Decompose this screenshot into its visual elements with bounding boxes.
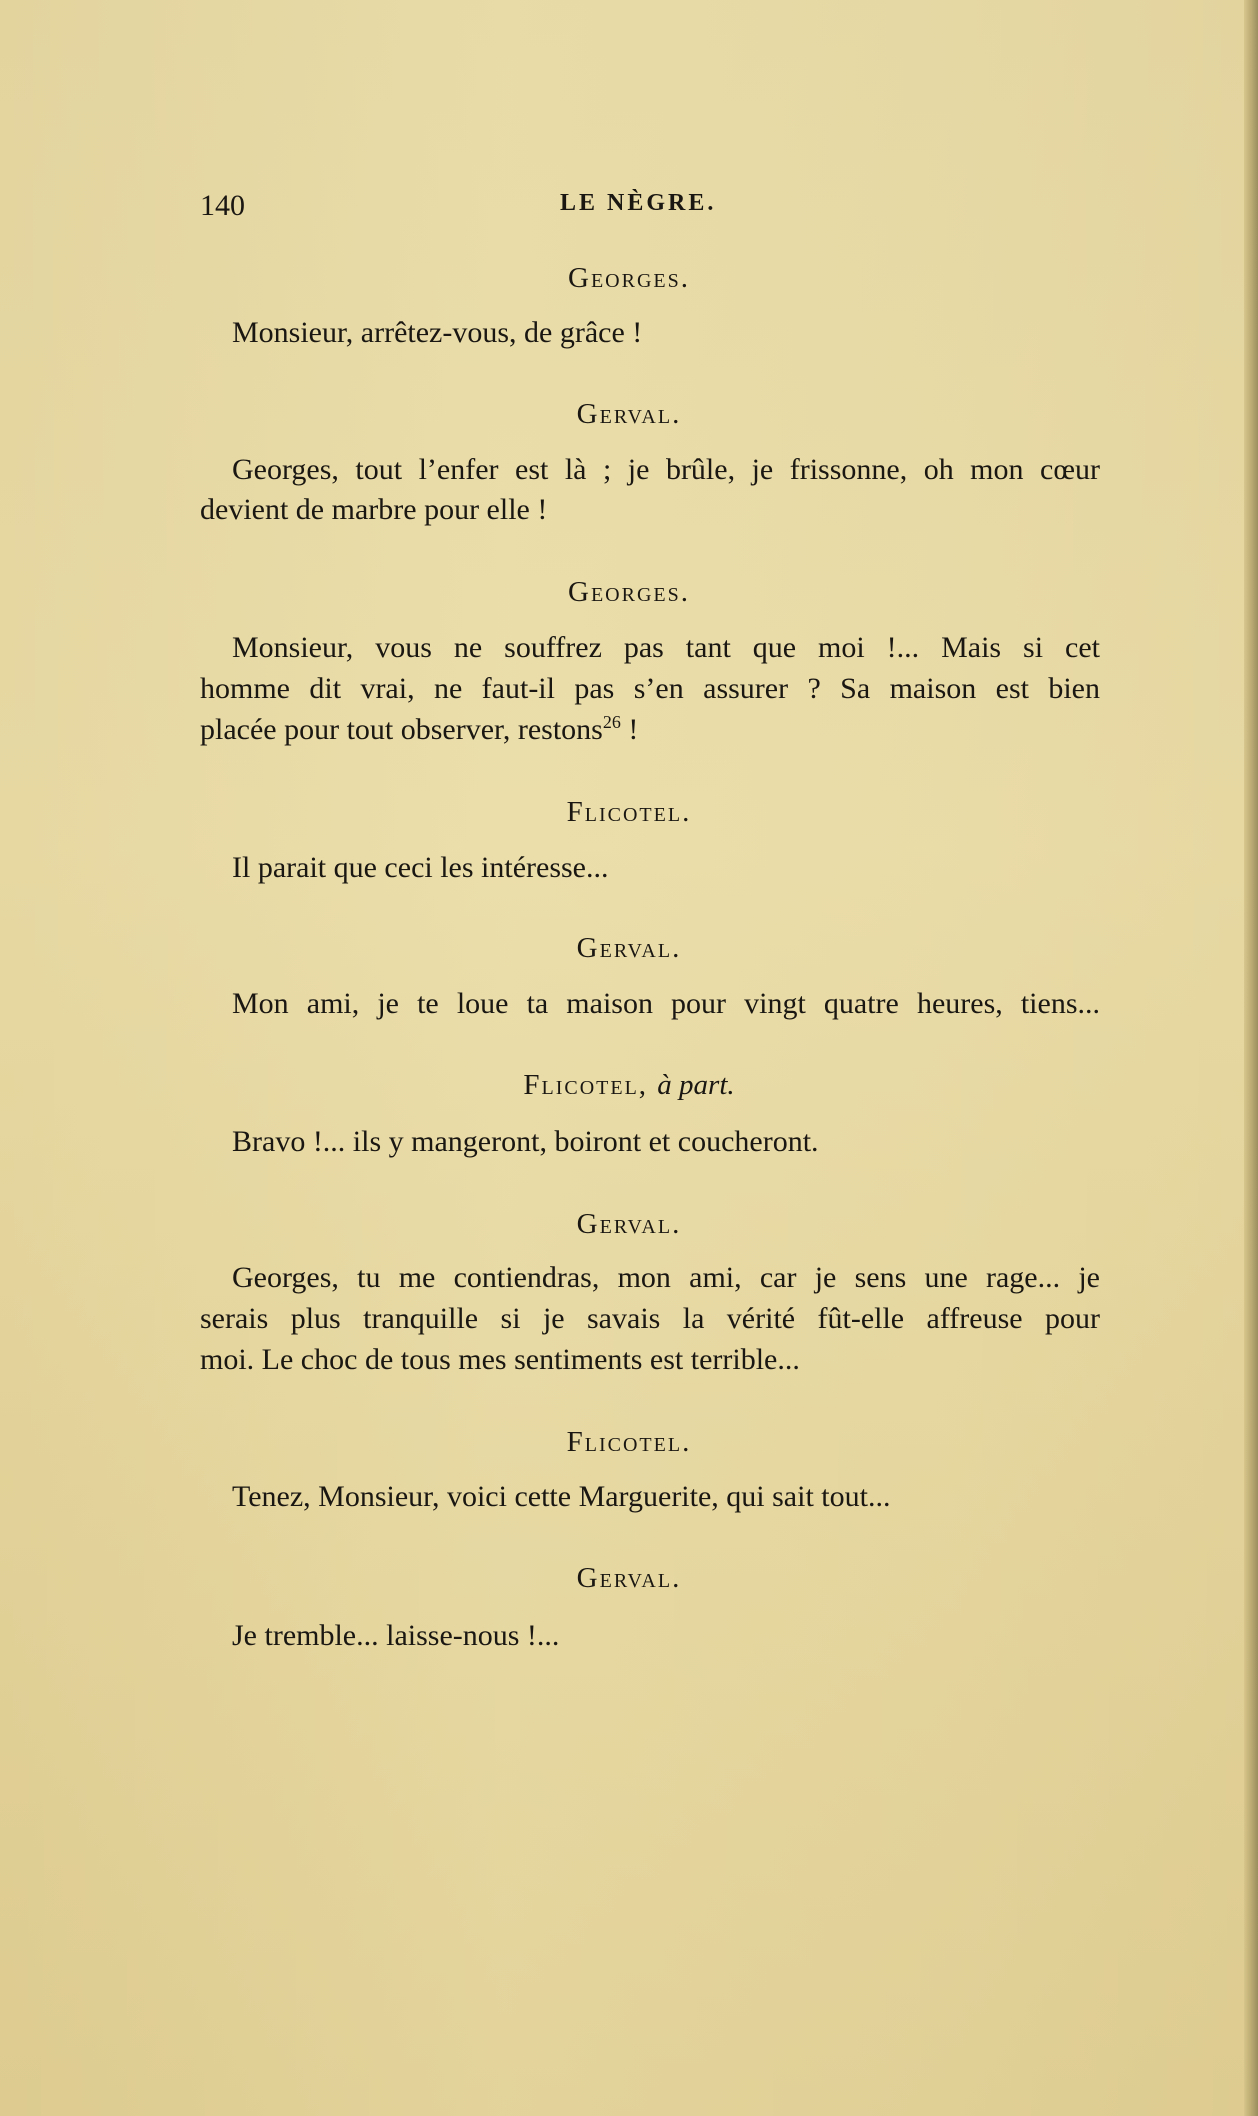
- speaker-name: Gerval.: [576, 1562, 682, 1594]
- page-edge-shadow: [1244, 0, 1258, 2116]
- dialogue-line: Monsieur, arrêtez-vous, de grâce !: [232, 316, 643, 349]
- dialogue-line: Tenez, Monsieur, voici cette Marguerite, qui sait tout...: [232, 1480, 891, 1513]
- dialogue-line: [200, 710, 1100, 750]
- speaker-name: Flicotel,: [523, 1069, 649, 1101]
- speaker-name: Flicotel.: [566, 1426, 692, 1458]
- speaker-name: Gerval.: [576, 398, 682, 430]
- speaker-name-with-direction: [0, 1066, 1258, 1104]
- dialogue-line: Georges, tu me contiendras, mon ami, car je sens une rage... je: [232, 1261, 1100, 1294]
- stage-direction: à part.: [657, 1069, 735, 1101]
- running-title: LE NÈGRE.: [560, 190, 717, 216]
- speaker-name: Gerval.: [576, 932, 682, 964]
- speaker-name: Georges.: [568, 576, 690, 608]
- dialogue-text: placée pour tout observer, restons: [200, 713, 603, 746]
- speaker-name: Gerval.: [576, 1208, 682, 1240]
- dialogue-line: Georges, tout l’enfer est là ; je brûle, je frissonne, oh mon cœur: [232, 453, 1100, 486]
- dialogue-line: Mon ami, je te loue ta maison pour vingt quatre heures, tiens...: [232, 987, 1100, 1020]
- dialogue-line: Monsieur, vous ne souffrez pas tant que moi !... Mais si cet: [232, 631, 1100, 664]
- dialogue-line: devient de marbre pour elle !: [200, 493, 548, 526]
- dialogue-text: !: [628, 713, 639, 746]
- dialogue-line: Il parait que ceci les intéresse...: [232, 851, 609, 884]
- dialogue-line: Je tremble... laisse-nous !...: [232, 1619, 560, 1652]
- dialogue-line: moi. Le choc de tous mes sentiments est terrible...: [200, 1343, 800, 1376]
- footnote-reference: 26: [602, 712, 621, 732]
- dialogue-line: homme dit vrai, ne faut-il pas s’en assurer ? Sa maison est bien: [200, 672, 1100, 705]
- page-header: [200, 186, 1100, 230]
- dialogue-line: Bravo !... ils y mangeront, boiront et coucheront.: [232, 1125, 819, 1158]
- page-number: 140: [200, 189, 245, 222]
- dialogue-line: serais plus tranquille si je savais la vérité fût-elle affreuse pour: [200, 1302, 1100, 1335]
- speaker-name: Flicotel.: [566, 796, 692, 828]
- speaker-name: Georges.: [568, 262, 690, 294]
